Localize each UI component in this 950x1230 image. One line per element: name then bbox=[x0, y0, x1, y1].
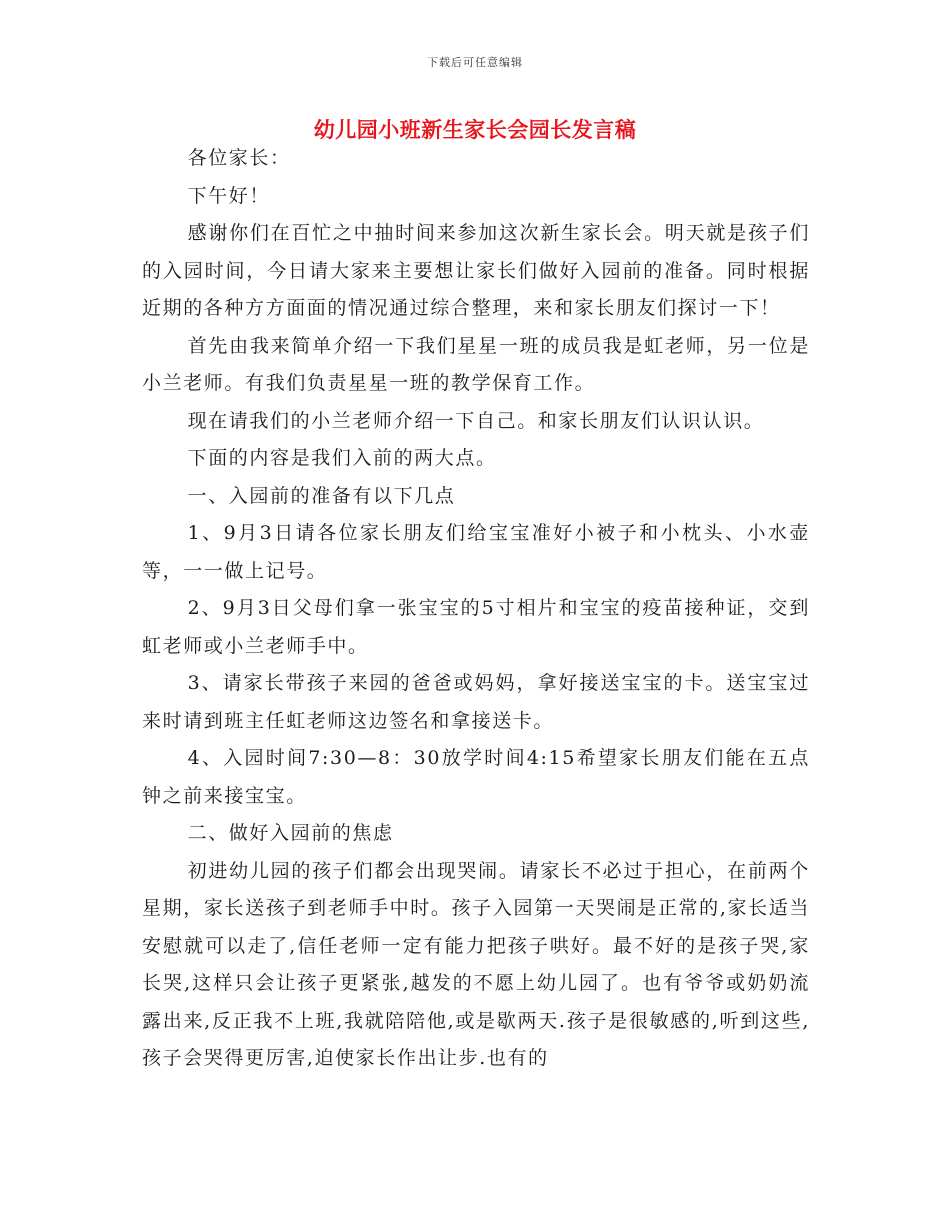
section-heading-anxiety: 二、做好入园前的焦虑 bbox=[187, 822, 394, 844]
paragraph-introduction: 首先由我来简单介绍一下我们星星一班的成员我是虹老师，另一位是小兰老师。有我们负责星星一班的教学保育工作。 bbox=[142, 334, 810, 394]
document-body bbox=[142, 140, 810, 1078]
list-item-3: 3、请家长带孩子来园的爸爸或妈妈，拿好接送宝宝的卡。送宝宝过来时请到班主任虹老师这边签名和拿接送卡。 bbox=[142, 672, 810, 732]
list-item-1: 1、9月3日请各位家长朋友们给宝宝准好小被子和小枕头、小水壶等，一一做上记号。 bbox=[142, 522, 810, 582]
paragraph-greeting: 下午好！ bbox=[187, 184, 270, 207]
list-item-2: 2、9月3日父母们拿一张宝宝的5寸相片和宝宝的疫苗接种证，交到虹老师或小兰老师手中。 bbox=[142, 597, 810, 657]
paragraph-salutation: 各位家长： bbox=[187, 147, 291, 169]
header-note: 下载后可任意编辑 bbox=[427, 56, 523, 69]
list-item-4: 4、入园时间7:30—8：30放学时间4:15希望家长朋友们能在五点钟之前来接宝宝。 bbox=[142, 747, 810, 807]
paragraph-thanks: 感谢你们在百忙之中抽时间来参加这次新生家长会。明天就是孩子们的入园时间，今日请大家来主要想让家长们做好入园前的准备。同时根据近期的各种方方面面的情况通过综合整理，来和家长朋友们探讨一下！ bbox=[142, 222, 810, 319]
document-title: 幼儿园小班新生家长会园长发言稿 bbox=[313, 117, 637, 142]
paragraph-overview: 下面的内容是我们入前的两大点。 bbox=[187, 447, 497, 469]
section-heading-preparation: 一、入园前的准备有以下几点 bbox=[187, 484, 456, 507]
paragraph-teacher-intro: 现在请我们的小兰老师介绍一下自己。和家长朋友们认识认识。 bbox=[187, 409, 765, 432]
paragraph-anxiety: 初进幼儿园的孩子们都会出现哭闹。请家长不必过于担心，在前两个星期，家长送孩子到老师手中时。孩子入园第一天哭闹是正常的,家长适当安慰就可以走了,信任老师一定有能力把孩子哄好。最不好的是孩子哭,家长哭,这样只会让孩子更紧张,越发的不愿上幼儿园了。也有爷爷或奶奶流露出来,反正我不上班,我就陪陪他,或是歇两天.孩子是很敏感的,听到这些,孩子会哭得更厉害,迫使家长作出让步.也有的 bbox=[142, 859, 810, 1069]
